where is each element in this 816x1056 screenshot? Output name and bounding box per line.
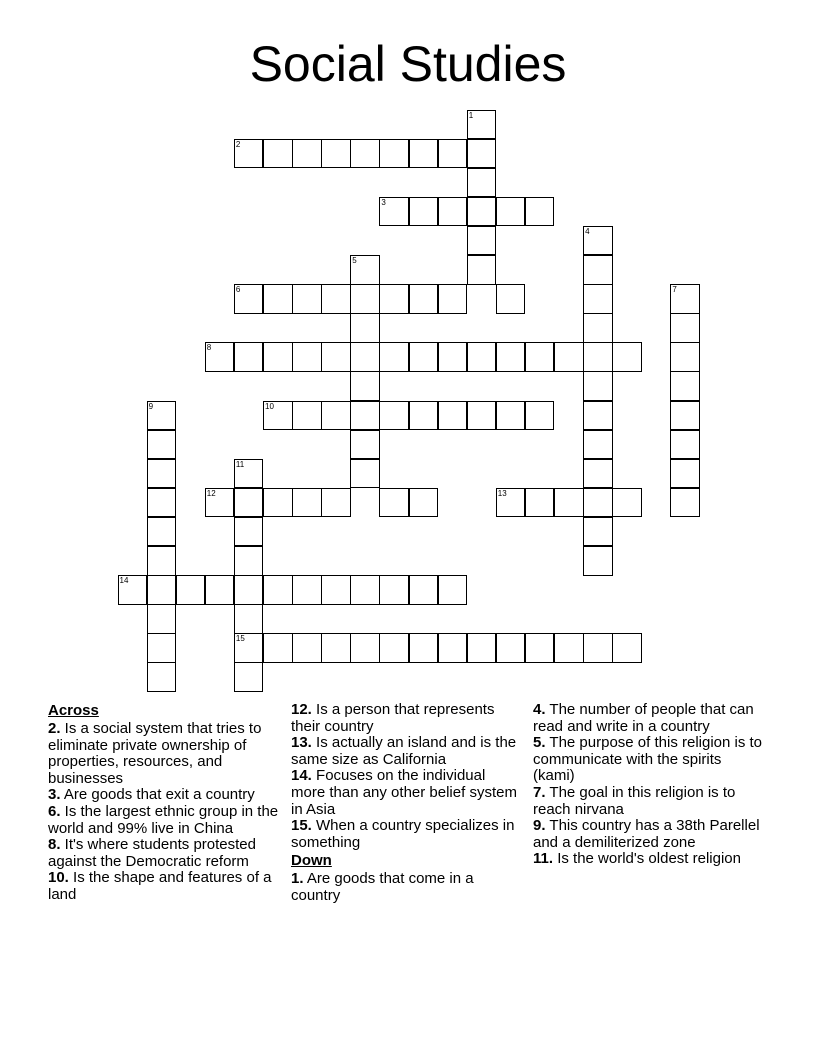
grid-cell[interactable] xyxy=(409,284,439,314)
grid-cell[interactable] xyxy=(525,401,555,431)
grid-cell[interactable] xyxy=(379,488,409,518)
grid-cell[interactable] xyxy=(321,401,351,431)
grid-cell[interactable] xyxy=(234,662,264,692)
grid-cell[interactable] xyxy=(438,284,468,314)
grid-cell[interactable] xyxy=(321,139,351,169)
grid-cell[interactable] xyxy=(350,284,380,314)
grid-cell[interactable] xyxy=(409,139,439,169)
clue xyxy=(48,870,280,903)
grid-cell[interactable] xyxy=(379,197,409,227)
grid-cell[interactable] xyxy=(350,313,380,343)
clue-number-label: 1. xyxy=(291,870,304,888)
grid-cell[interactable] xyxy=(292,575,322,605)
grid-cell[interactable] xyxy=(670,459,700,489)
grid-cell[interactable] xyxy=(321,633,351,663)
grid-cell[interactable] xyxy=(263,575,293,605)
grid-cell[interactable] xyxy=(438,401,468,431)
grid-cell[interactable] xyxy=(147,546,177,576)
grid-cell[interactable] xyxy=(350,430,380,460)
grid-cell[interactable] xyxy=(583,313,613,343)
clue xyxy=(48,787,280,804)
clue-number: 9 xyxy=(148,401,154,411)
grid-cell[interactable] xyxy=(438,575,468,605)
grid-cell[interactable] xyxy=(379,284,409,314)
down-clue-list-1 xyxy=(291,871,523,904)
grid-cell[interactable] xyxy=(670,342,700,372)
grid-cell[interactable] xyxy=(379,342,409,372)
grid-cell[interactable] xyxy=(350,255,380,285)
clue-text: The goal in this religion is to reach nirvana xyxy=(533,783,736,818)
grid-cell[interactable] xyxy=(438,139,468,169)
grid-cell[interactable] xyxy=(670,371,700,401)
grid-cell[interactable] xyxy=(525,633,555,663)
across-clue-list-2 xyxy=(291,702,523,851)
clues-column-2 xyxy=(291,702,523,905)
clue-number: 12 xyxy=(206,488,216,498)
clue xyxy=(533,735,765,785)
grid-cell[interactable] xyxy=(554,488,584,518)
clue-text: It's where students protested against the Democratic reform xyxy=(48,836,256,870)
grid-cell[interactable] xyxy=(525,342,555,372)
grid-cell[interactable] xyxy=(263,284,293,314)
down-clue-list-2 xyxy=(533,702,765,868)
grid-cell[interactable] xyxy=(321,488,351,518)
clue-text: Is the world's oldest religion xyxy=(553,850,741,868)
grid-cell[interactable] xyxy=(467,342,497,372)
across-clue-list-1 xyxy=(48,721,280,904)
clue-number: 2 xyxy=(235,139,241,149)
clue xyxy=(48,721,280,787)
grid-cell[interactable] xyxy=(292,342,322,372)
grid-cell[interactable] xyxy=(583,255,613,285)
grid-cell[interactable] xyxy=(292,139,322,169)
clues-column-1 xyxy=(48,702,280,904)
clue-text: Are goods that come in a country xyxy=(291,870,474,904)
clue-number: 15 xyxy=(235,634,245,644)
clue xyxy=(291,702,523,735)
grid-cell[interactable] xyxy=(234,546,264,576)
grid-cell[interactable] xyxy=(147,459,177,489)
grid-cell[interactable] xyxy=(409,575,439,605)
puzzle-title: Social Studies xyxy=(249,36,567,92)
clue-number-label: 11. xyxy=(533,850,554,868)
grid-cell[interactable] xyxy=(467,139,497,169)
grid-cell[interactable] xyxy=(583,633,613,663)
grid-cell[interactable] xyxy=(467,197,497,227)
grid-cell[interactable] xyxy=(409,488,439,518)
across-heading: Across xyxy=(48,702,99,719)
grid-cell[interactable] xyxy=(234,284,264,314)
grid-cell[interactable] xyxy=(467,401,497,431)
clue-number-label: 5. xyxy=(533,734,546,752)
grid-cell[interactable] xyxy=(583,401,613,431)
grid-cell[interactable] xyxy=(350,342,380,372)
grid-cell[interactable] xyxy=(379,401,409,431)
grid-cell[interactable] xyxy=(467,110,497,140)
grid-cell[interactable] xyxy=(321,342,351,372)
grid-cell[interactable] xyxy=(292,633,322,663)
clue-text: Is the largest ethnic group in the world and 99% live in China xyxy=(48,802,279,837)
grid-cell[interactable] xyxy=(583,226,613,256)
clue-text: The purpose of this religion is to communicate with the spirits (kami) xyxy=(533,734,763,785)
grid-cell[interactable] xyxy=(438,342,468,372)
grid-cell[interactable] xyxy=(350,633,380,663)
grid-cell[interactable] xyxy=(583,546,613,576)
clue-number: 7 xyxy=(672,285,677,295)
clue-text: When a country specializes in something xyxy=(291,817,515,851)
grid-cell[interactable] xyxy=(496,284,526,314)
grid-cell[interactable] xyxy=(467,168,497,198)
grid-cell[interactable] xyxy=(670,401,700,431)
grid-cell[interactable] xyxy=(234,139,264,169)
grid-cell[interactable] xyxy=(147,604,177,634)
clue-text: Focuses on the individual more than any other belief system in Asia xyxy=(291,767,517,818)
grid-cell[interactable] xyxy=(554,342,584,372)
grid-cell[interactable] xyxy=(263,401,293,431)
clue xyxy=(533,785,765,818)
grid-cell[interactable] xyxy=(321,575,351,605)
down-heading: Down xyxy=(291,852,332,870)
grid-cell[interactable] xyxy=(670,284,700,314)
clue xyxy=(48,804,280,837)
grid-cell[interactable] xyxy=(263,488,293,518)
grid-cell[interactable] xyxy=(467,255,497,285)
grid-cell[interactable] xyxy=(292,488,322,518)
grid-cell[interactable] xyxy=(612,633,642,663)
clue-number-label: 10. xyxy=(48,869,69,887)
clue-number: 8 xyxy=(206,343,212,353)
grid-cell[interactable] xyxy=(234,342,264,372)
grid-cell[interactable] xyxy=(350,139,380,169)
clue-text: Is a person that represents their country xyxy=(291,701,495,735)
clue-number: 13 xyxy=(497,488,507,498)
grid-cell[interactable] xyxy=(670,430,700,460)
clue-number: 5 xyxy=(352,256,357,265)
grid-cell[interactable] xyxy=(612,488,642,518)
clue xyxy=(291,818,523,851)
clues-column-3 xyxy=(533,702,765,868)
clue-number-label: 12. xyxy=(291,701,312,718)
clue-text: This country has a 38th Parellel and a demiliterized zone xyxy=(533,817,760,851)
grid-cell[interactable] xyxy=(205,342,235,372)
grid-cell[interactable] xyxy=(350,459,380,489)
clue-number-label: 8. xyxy=(48,836,61,854)
clue-text: Is actually an island and is the same size as California xyxy=(291,734,517,768)
grid-cell[interactable] xyxy=(583,459,613,489)
grid-cell[interactable] xyxy=(525,488,555,518)
clue-number: 1 xyxy=(468,110,474,120)
grid-cell[interactable] xyxy=(234,517,264,547)
clue xyxy=(291,871,523,904)
grid-cell[interactable] xyxy=(263,633,293,663)
clue-number-label: 3. xyxy=(48,786,61,804)
grid-cell[interactable] xyxy=(147,517,177,547)
clue xyxy=(291,735,523,768)
clue xyxy=(48,837,280,870)
grid-cell[interactable] xyxy=(496,633,526,663)
clue-text: Are goods that exit a country xyxy=(60,786,255,804)
grid-cell[interactable] xyxy=(467,226,497,256)
grid-cell[interactable] xyxy=(234,575,264,605)
grid-cell[interactable] xyxy=(234,604,264,634)
grid-cell[interactable] xyxy=(205,575,235,605)
clue-number: 4 xyxy=(585,226,590,236)
clue-number: 10 xyxy=(265,401,274,411)
clue-number: 6 xyxy=(235,285,241,295)
grid-cell[interactable] xyxy=(350,575,380,605)
grid-cell[interactable] xyxy=(379,139,409,169)
grid-cell[interactable] xyxy=(263,342,293,372)
grid-cell[interactable] xyxy=(147,401,177,431)
grid-cell[interactable] xyxy=(409,401,439,431)
clue-number: 14 xyxy=(119,576,129,586)
grid-cell[interactable] xyxy=(525,197,555,227)
grid-cell[interactable] xyxy=(234,633,264,663)
clue xyxy=(291,768,523,818)
clue-number-label: 13. xyxy=(291,734,312,752)
grid-cell[interactable] xyxy=(583,488,613,518)
clue xyxy=(533,818,765,851)
clue-text: The number of people that can read and write in a country xyxy=(533,701,754,735)
grid-cell[interactable] xyxy=(496,488,526,518)
grid-cell[interactable] xyxy=(234,488,264,518)
grid-cell[interactable] xyxy=(583,371,613,401)
grid-cell[interactable] xyxy=(496,342,526,372)
clue-number-label: 15. xyxy=(291,817,312,835)
grid-cell[interactable] xyxy=(205,488,235,518)
grid-cell[interactable] xyxy=(147,633,177,663)
grid-cell[interactable] xyxy=(670,488,700,518)
grid-cell[interactable] xyxy=(554,633,584,663)
grid-cell[interactable] xyxy=(496,197,526,227)
grid-cell[interactable] xyxy=(147,575,177,605)
grid-cell[interactable] xyxy=(147,662,177,692)
clue-number-label: 7. xyxy=(533,783,546,801)
grid-cell[interactable] xyxy=(583,430,613,460)
grid-cell[interactable] xyxy=(409,633,439,663)
clue xyxy=(533,702,765,735)
grid-cell[interactable] xyxy=(583,284,613,314)
grid-cell[interactable] xyxy=(350,371,380,401)
grid-cell[interactable] xyxy=(409,197,439,227)
clue-number-label: 14. xyxy=(291,767,312,785)
grid-cell[interactable] xyxy=(467,633,497,663)
clue-text: Is the shape and features of a land xyxy=(48,869,272,903)
grid-cell[interactable] xyxy=(176,575,206,605)
clue-number: 11 xyxy=(235,459,245,469)
grid-cell[interactable] xyxy=(612,342,642,372)
clue-number: 3 xyxy=(381,197,386,207)
clue-number-label: 4. xyxy=(533,701,546,718)
clue xyxy=(533,851,765,868)
grid-cell[interactable] xyxy=(496,401,526,431)
grid-cell[interactable] xyxy=(147,488,177,518)
clue-text: Is a social system that tries to eliminate private ownership of properties, resources, and businesses xyxy=(48,720,262,787)
grid-cell[interactable] xyxy=(234,459,264,489)
grid-cell[interactable] xyxy=(263,139,293,169)
grid-cell[interactable] xyxy=(379,633,409,663)
grid-cell[interactable] xyxy=(438,633,468,663)
clue-number-label: 6. xyxy=(48,802,61,820)
clue-number-label: 2. xyxy=(48,720,61,737)
grid-cell[interactable] xyxy=(583,517,613,547)
grid-cell[interactable] xyxy=(118,575,148,605)
grid-cell[interactable] xyxy=(147,430,177,460)
grid-cell[interactable] xyxy=(292,401,322,431)
grid-cell[interactable] xyxy=(321,284,351,314)
grid-cell[interactable] xyxy=(583,342,613,372)
grid-cell[interactable] xyxy=(409,342,439,372)
grid-cell[interactable] xyxy=(438,197,468,227)
grid-cell[interactable] xyxy=(292,284,322,314)
clue-number-label: 9. xyxy=(533,817,546,835)
grid-cell[interactable] xyxy=(379,575,409,605)
grid-cell[interactable] xyxy=(670,313,700,343)
grid-cell[interactable] xyxy=(350,401,380,431)
